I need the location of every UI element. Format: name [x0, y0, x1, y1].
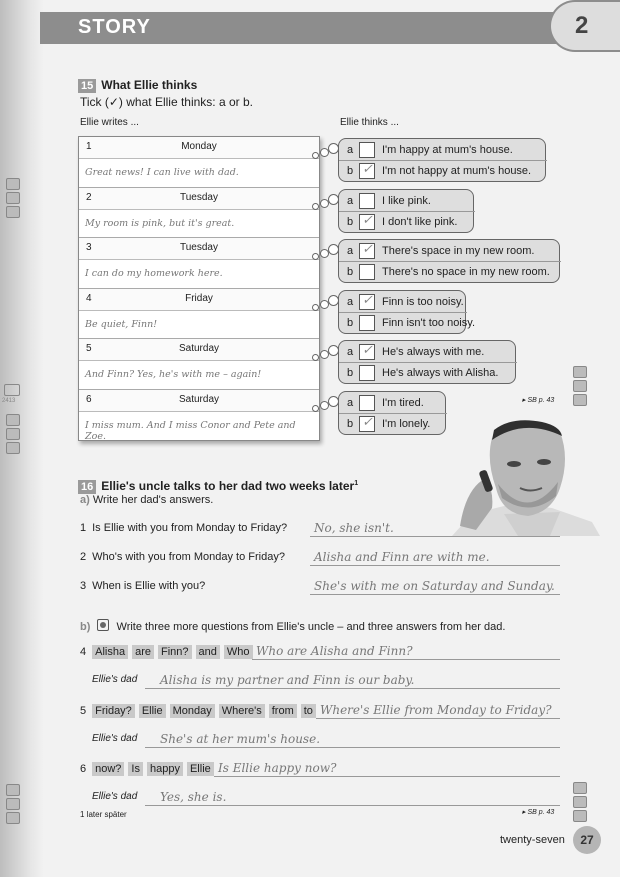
option-b[interactable]: [339, 213, 475, 233]
option-letter: a: [347, 194, 354, 207]
diary-day: Saturday: [178, 393, 220, 405]
word-tile: Friday?: [92, 704, 135, 718]
exercise-number: 15: [78, 79, 96, 93]
diary-day-row: [79, 137, 319, 159]
option-a[interactable]: [339, 141, 547, 161]
diary-day: Saturday: [178, 343, 220, 354]
question-row: [80, 522, 287, 534]
side-tab: [6, 206, 20, 218]
word-tile: are: [132, 645, 154, 659]
thought-bubble-connector: [328, 396, 339, 407]
diary-entry-number: 1: [86, 141, 92, 152]
thought-options-5: [338, 340, 516, 384]
diary-note: I miss mum. And I miss Conor and Pete and Zoe.: [85, 419, 296, 442]
tick-box[interactable]: [359, 395, 375, 411]
word-tile: Ellie: [187, 762, 214, 776]
side-tab: [573, 796, 587, 808]
thought-bubble-connector: [312, 253, 319, 260]
word-tile: Is: [128, 762, 143, 776]
exercise-title: What Ellie thinks: [101, 78, 198, 92]
check-mark: ✓: [362, 162, 373, 177]
unit-number: 2: [575, 12, 589, 39]
option-text: I'm happy at mum's house.: [382, 144, 513, 156]
word-tile: Monday: [170, 704, 215, 718]
word-tile: now?: [92, 762, 124, 776]
scrambled-question-row: [80, 645, 257, 659]
diary-entry-number: 5: [86, 343, 92, 354]
answer-line: [316, 718, 560, 719]
check-mark: ✓: [362, 212, 373, 228]
side-tab: [6, 442, 20, 454]
sb-reference-2: ▸ SB p. 43: [522, 809, 555, 816]
side-tab: [6, 428, 20, 440]
question-text: When is Ellie with you?: [92, 580, 206, 592]
side-tab: [6, 784, 20, 796]
option-b[interactable]: [339, 364, 517, 384]
option-text: There's no space in my new room.: [382, 266, 550, 278]
option-b[interactable]: [339, 162, 547, 182]
part-b-label: b): [80, 621, 91, 633]
diary-note: I can do my homework here.: [85, 268, 223, 279]
option-a[interactable]: [339, 293, 467, 313]
option-text: He's always with Alisha.: [382, 367, 499, 379]
answer-field[interactable]: She's with me on Saturday and Sunday.: [314, 579, 555, 593]
ellie-writes-label: Ellie writes ...: [80, 117, 139, 128]
thought-options-4: [338, 290, 475, 334]
word-tile: Where's: [219, 704, 265, 718]
option-text: Finn is too noisy.: [382, 295, 464, 308]
diary-note: And Finn? Yes, he's with me – again!: [85, 369, 262, 380]
option-letter: b: [347, 417, 354, 430]
option-letter: a: [347, 295, 354, 308]
dad-label: Ellie's dad: [92, 674, 138, 685]
dad-answer-field[interactable]: Yes, she is.: [160, 790, 227, 804]
part-a-instruction: [80, 494, 213, 506]
answer-line: [310, 565, 560, 566]
question-answer-field[interactable]: Is Ellie happy now?: [218, 761, 337, 775]
side-tab: [573, 380, 587, 392]
question-answer-field[interactable]: Who are Alisha and Finn?: [256, 644, 413, 658]
word-tile: and: [196, 645, 220, 659]
side-tab: [6, 798, 20, 810]
tick-box[interactable]: [359, 315, 375, 331]
tick-box[interactable]: [359, 142, 375, 158]
word-tile: Finn?: [158, 645, 192, 659]
check-mark: ✓: [362, 242, 373, 257]
word-tile: happy: [147, 762, 183, 776]
question-number: 1: [80, 522, 87, 534]
dad-answer-field[interactable]: She's at her mum's house.: [160, 732, 321, 746]
answer-line: [145, 805, 560, 806]
tick-box[interactable]: [359, 416, 375, 432]
side-tab: [573, 782, 587, 794]
side-tab: [6, 192, 20, 204]
diary-day: Friday: [185, 292, 213, 304]
thought-bubble-connector: [312, 304, 319, 311]
section-title: STORY: [78, 16, 151, 38]
option-letter: a: [347, 346, 354, 358]
answer-line: [214, 776, 560, 777]
option-letter: a: [347, 144, 354, 156]
option-divider: [339, 211, 475, 212]
part-b-instruction: [80, 618, 505, 633]
part-a-label: a): [80, 494, 90, 506]
answer-line: [145, 747, 560, 748]
dad-on-phone-photo: [452, 418, 600, 536]
question-answer-field[interactable]: Where's Ellie from Monday to Friday?: [320, 703, 552, 717]
option-text: I like pink.: [382, 194, 431, 207]
answer-line: [310, 594, 560, 595]
tick-box[interactable]: [359, 193, 375, 209]
dad-label: Ellie's dad: [92, 791, 138, 802]
diary-day-row: [79, 289, 319, 311]
tick-box[interactable]: [359, 264, 375, 280]
option-a[interactable]: [339, 192, 475, 212]
option-letter: a: [347, 396, 354, 409]
option-divider: [339, 362, 517, 363]
check-mark: ✓: [362, 292, 373, 308]
diary-day-row: [79, 390, 319, 412]
word-tile: Alisha: [92, 645, 128, 659]
thought-options-2: [338, 189, 474, 233]
diary-day: Tuesday: [180, 242, 218, 253]
question-number: 5: [80, 705, 87, 717]
word-tile: Who: [224, 645, 253, 659]
option-divider: [339, 312, 467, 313]
ellie-thinks-label: Ellie thinks ...: [340, 117, 399, 128]
option-letter: b: [347, 316, 354, 329]
thought-bubble-connector: [328, 143, 339, 154]
option-divider: [339, 261, 561, 262]
question-number: 2: [80, 551, 87, 563]
option-letter: a: [347, 245, 354, 257]
option-letter: b: [347, 266, 354, 278]
diary-entry-number: 3: [86, 242, 92, 253]
thought-options-3: [338, 239, 560, 283]
difficulty-icon: [97, 619, 109, 631]
option-a[interactable]: [339, 242, 561, 262]
cd-track: 2413: [2, 398, 16, 404]
tick-box[interactable]: [359, 214, 375, 230]
tick-box[interactable]: [359, 365, 375, 381]
side-tab: [6, 178, 20, 190]
thought-bubble-connector: [328, 194, 339, 205]
part-b-text: Write three more questions from Ellie's uncle – and three answers from her dad.: [116, 621, 506, 633]
check-mark: ✓: [362, 343, 373, 358]
side-tab: [6, 812, 20, 824]
option-letter: b: [347, 215, 354, 228]
side-tab: [573, 394, 587, 406]
diary-day: Monday: [181, 141, 217, 152]
option-text: He's always with me.: [382, 346, 485, 358]
word-tile: Ellie: [139, 704, 166, 718]
exercise-number: 16: [78, 480, 96, 494]
tick-box[interactable]: [359, 243, 375, 259]
dad-label: Ellie's dad: [92, 733, 138, 744]
thought-options-1: [338, 138, 546, 182]
section-header-bar: [40, 12, 620, 44]
side-tab: [6, 414, 20, 426]
word-tile: to: [301, 704, 316, 718]
answer-line: [145, 688, 560, 689]
diary-entry-number: 2: [86, 191, 92, 203]
option-b[interactable]: [339, 263, 561, 283]
part-a-text: Write her dad's answers.: [92, 494, 214, 506]
thought-bubble-connector: [328, 295, 339, 306]
answer-field[interactable]: No, she isn't.: [314, 521, 394, 535]
tick-box[interactable]: [359, 294, 375, 310]
question-number: 3: [80, 580, 87, 592]
diary-day-row: [79, 188, 319, 210]
option-divider: [339, 160, 547, 161]
option-letter: b: [347, 367, 354, 379]
question-text: Who's with you from Monday to Friday?: [92, 551, 285, 563]
footnote: 1 later später: [80, 810, 127, 819]
option-text: There's space in my new room.: [382, 245, 535, 257]
question-number: 6: [80, 763, 87, 775]
scrambled-question-row: [80, 704, 320, 718]
scrambled-question-row: [80, 762, 218, 776]
option-text: I'm tired.: [382, 396, 424, 409]
check-mark: ✓: [362, 414, 373, 430]
option-letter: b: [347, 165, 354, 177]
diary-note: My room is pink, but it's great.: [85, 217, 235, 229]
diary-day-row: [79, 238, 319, 260]
diary-note: Great news! I can live with dad.: [85, 167, 239, 178]
question-number: 4: [80, 646, 87, 658]
option-b[interactable]: [339, 415, 447, 435]
thought-bubble-connector: [328, 244, 339, 255]
option-text: Finn isn't too noisy.: [382, 316, 475, 329]
option-a[interactable]: [339, 394, 447, 414]
exercise-title: Ellie's uncle talks to her dad two weeks later: [101, 479, 355, 493]
page-number: 27: [573, 826, 601, 854]
answer-line: [252, 659, 560, 660]
answer-line: [310, 536, 560, 537]
side-tab: [573, 366, 587, 378]
footnote-mark: 1: [354, 480, 359, 487]
option-divider: [339, 413, 447, 414]
option-a[interactable]: [339, 343, 517, 363]
question-text: Is Ellie with you from Monday to Friday?: [92, 522, 288, 534]
exercise-instruction: Tick (✓) what Ellie thinks: a or b.: [80, 95, 253, 109]
diary-entry-number: 6: [86, 393, 92, 405]
tick-box[interactable]: [359, 163, 375, 179]
diary-entry-number: 4: [86, 292, 92, 304]
answer-field[interactable]: Alisha and Finn are with me.: [314, 550, 490, 564]
option-text: I'm lonely.: [382, 417, 431, 430]
exercise-15-heading: [78, 78, 197, 93]
diary-day-row: [79, 339, 319, 361]
thought-bubble-connector: [312, 203, 319, 210]
dad-answer-field[interactable]: Alisha is my partner and Finn is our baby.: [160, 673, 415, 687]
thought-options-6: [338, 391, 446, 435]
thought-bubble-connector: [312, 354, 319, 361]
sb-reference: ▸ SB p. 43: [522, 397, 555, 404]
exercise-16-heading: [78, 479, 358, 494]
diary-day: Tuesday: [180, 191, 218, 203]
thought-bubble-connector: [328, 345, 339, 356]
question-row: [80, 551, 285, 563]
diary-card: [78, 136, 320, 441]
diary-note: Be quiet, Finn!: [85, 318, 158, 330]
cd-icon: [4, 384, 20, 396]
option-b[interactable]: [339, 314, 475, 334]
thought-bubble-connector: [312, 152, 319, 159]
unit-badge: [549, 0, 620, 52]
option-text: I don't like pink.: [382, 215, 458, 228]
tick-box[interactable]: [359, 344, 375, 360]
page-number-word: twenty-seven: [500, 834, 565, 846]
word-tile: from: [269, 704, 297, 718]
thought-bubble-connector: [312, 405, 319, 412]
option-text: I'm not happy at mum's house.: [382, 165, 532, 177]
side-tab: [573, 810, 587, 822]
question-row: [80, 580, 205, 592]
